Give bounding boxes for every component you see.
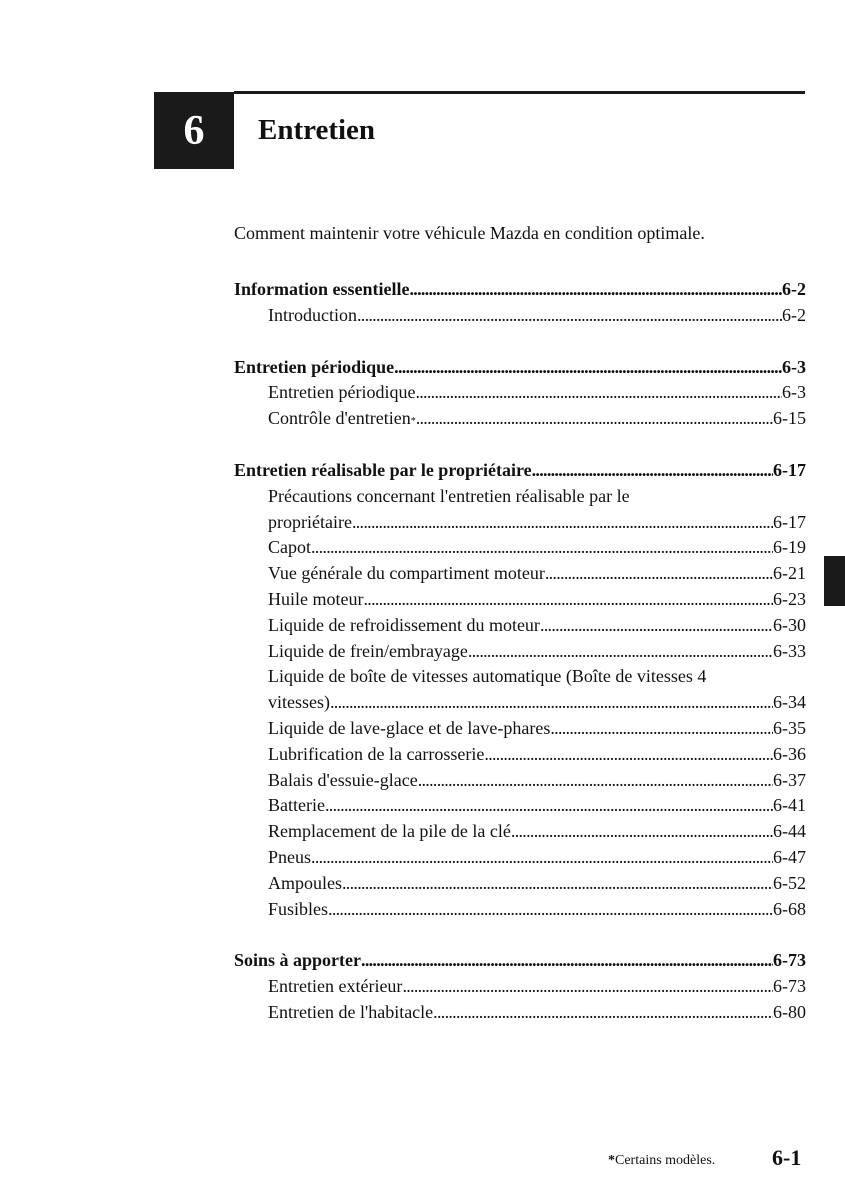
- toc-entry[interactable]: [234, 303, 806, 329]
- toc-entry[interactable]: [234, 819, 806, 845]
- chapter-number-box: [154, 92, 234, 169]
- toc-entry-page: 6-21: [773, 563, 806, 584]
- toc-section-heading-page: 6-73: [773, 950, 806, 971]
- toc-entry[interactable]: Contrôle d'entretien * . . . 6-15: [234, 406, 806, 432]
- footnote-text: Certains modèles.: [615, 1153, 716, 1168]
- toc-entry-title: Entretien de l'habitacle: [268, 1001, 434, 1022]
- toc-section: [234, 355, 806, 432]
- chapter-number: 6: [183, 107, 205, 154]
- toc-entry-first-line: Liquide de boîte de vitesses automatique (Boîte de vitesses 4: [268, 666, 707, 687]
- toc-entry-page: 6-44: [773, 821, 806, 842]
- chapter-intro: Comment maintenir votre véhicule Mazda en condition optimale.: [234, 223, 705, 243]
- toc-section: [234, 948, 806, 1025]
- dot-leader: [394, 355, 782, 381]
- toc-section-heading-page: 6-3: [782, 356, 806, 377]
- toc-entry[interactable]: [234, 690, 806, 716]
- dot-leader: [532, 458, 773, 484]
- dot-leader: [433, 1000, 773, 1026]
- dot-leader: [330, 690, 773, 716]
- dot-leader: [311, 845, 773, 871]
- toc-entry-title: Contrôle d'entretien: [268, 408, 411, 429]
- page-number: 6-1: [772, 1145, 802, 1170]
- toc-section: [234, 277, 806, 329]
- toc-entry-title: Entretien périodique: [268, 382, 416, 403]
- toc-entry-page: 6-2: [782, 304, 806, 325]
- dot-leader: [540, 613, 773, 639]
- toc-section-heading-page: 6-17: [773, 459, 806, 480]
- toc-entry-title: Ampoules: [268, 872, 342, 893]
- toc-entry-title: Capot: [268, 537, 311, 558]
- toc-entry[interactable]: [234, 561, 806, 587]
- toc-entry-title: Fusibles: [268, 898, 329, 919]
- toc-entry-page: 6-15: [773, 408, 806, 429]
- toc-section-heading-title: Entretien réalisable par le propriétaire: [234, 459, 532, 480]
- toc-entry[interactable]: [234, 535, 806, 561]
- toc-entry-page: 6-47: [773, 846, 806, 867]
- dot-leader: [468, 639, 773, 665]
- dot-leader: [416, 406, 773, 432]
- toc-entry[interactable]: [234, 742, 806, 768]
- toc-section-heading-page: 6-2: [782, 279, 806, 299]
- toc-entry-page: 6-35: [773, 717, 806, 738]
- dot-leader: [363, 587, 773, 613]
- toc-section-heading[interactable]: [234, 355, 806, 381]
- dot-leader: [311, 535, 773, 561]
- toc-section-heading[interactable]: [234, 458, 806, 484]
- toc-entry-page: 6-34: [773, 692, 806, 713]
- toc-entry-page: 6-33: [773, 640, 806, 661]
- toc-entry[interactable]: [234, 897, 806, 923]
- toc-entry[interactable]: [234, 871, 806, 897]
- toc-entry-title: Remplacement de la pile de la clé: [268, 821, 511, 842]
- toc-entry[interactable]: [234, 716, 806, 742]
- dot-leader: [550, 716, 773, 742]
- footnote-star: *: [608, 1153, 615, 1168]
- toc-entry[interactable]: [234, 510, 806, 536]
- toc-entry-title: Lubrification de la carrosserie: [268, 743, 485, 764]
- dot-leader: [357, 303, 782, 329]
- dot-leader: [352, 510, 773, 536]
- toc-entry-title: Huile moteur: [268, 588, 364, 609]
- toc-entry[interactable]: [234, 768, 806, 794]
- toc-entry-page: 6-37: [773, 769, 806, 790]
- toc-entry-page: 6-36: [773, 743, 806, 764]
- toc-section: [234, 458, 806, 922]
- dot-leader: [511, 819, 773, 845]
- toc-entry-title: Batterie: [268, 795, 325, 816]
- toc-section-heading-title: Information essentielle: [234, 279, 410, 299]
- toc-entry[interactable]: [234, 380, 806, 406]
- toc-entry[interactable]: [234, 1000, 806, 1026]
- toc-entry-title: Entretien extérieur: [268, 976, 403, 997]
- toc-section-heading-title: Soins à apporter: [234, 950, 362, 971]
- toc-entry-page: 6-23: [773, 588, 806, 609]
- dot-leader: [545, 561, 773, 587]
- toc-entry-title: Liquide de frein/embrayage: [268, 640, 468, 661]
- dot-leader: [361, 948, 773, 974]
- toc-entry-title: Liquide de lave-glace et de lave-phares: [268, 717, 551, 738]
- toc-section-heading[interactable]: [234, 948, 806, 974]
- header-rule: [234, 91, 805, 94]
- toc-entry[interactable]: [234, 793, 806, 819]
- chapter-side-tab: [824, 556, 845, 606]
- dot-leader: [328, 897, 773, 923]
- dot-leader: [402, 974, 773, 1000]
- dot-leader: [415, 380, 782, 406]
- toc-entry-title: Vue générale du compartiment moteur: [268, 563, 545, 584]
- toc-entry[interactable]: [234, 587, 806, 613]
- toc-entry-title: Pneus: [268, 846, 312, 867]
- toc-entry-title: propriétaire: [268, 511, 352, 532]
- toc-entry[interactable]: [234, 974, 806, 1000]
- toc-entry-title: Introduction: [268, 304, 357, 325]
- toc-section-heading[interactable]: [234, 277, 806, 303]
- toc-entry-page: 6-17: [773, 511, 806, 532]
- toc-entry-page: 6-80: [773, 1001, 806, 1022]
- toc-entry-page: 6-30: [773, 614, 806, 635]
- toc-entry-page: 6-68: [773, 898, 806, 919]
- footnote: [608, 1152, 715, 1170]
- chapter-title: Entretien: [258, 114, 376, 146]
- dot-leader: [418, 768, 773, 794]
- toc-entry-first-line: Précautions concernant l'entretien réalisable par le: [268, 485, 630, 506]
- toc-entry[interactable]: [234, 845, 806, 871]
- toc-entry-page: 6-73: [773, 976, 806, 997]
- toc-entry-page: 6-3: [782, 382, 806, 403]
- dot-leader: [325, 793, 773, 819]
- toc-entry-page: 6-41: [773, 795, 806, 816]
- toc-entry[interactable]: [234, 613, 806, 639]
- dot-leader: [409, 277, 782, 303]
- toc-entry[interactable]: [234, 639, 806, 665]
- toc-entry-page: 6-19: [773, 537, 806, 558]
- toc-section-heading-title: Entretien périodique: [234, 356, 395, 377]
- dot-leader: [484, 742, 773, 768]
- dot-leader: [342, 871, 773, 897]
- table-of-contents: [234, 277, 806, 1052]
- toc-entry-page: 6-52: [773, 872, 806, 893]
- toc-entry-title: vitesses): [268, 692, 330, 713]
- toc-entry-title: Balais d'essuie-glace: [268, 769, 418, 790]
- toc-entry-title: Liquide de refroidissement du moteur: [268, 614, 540, 635]
